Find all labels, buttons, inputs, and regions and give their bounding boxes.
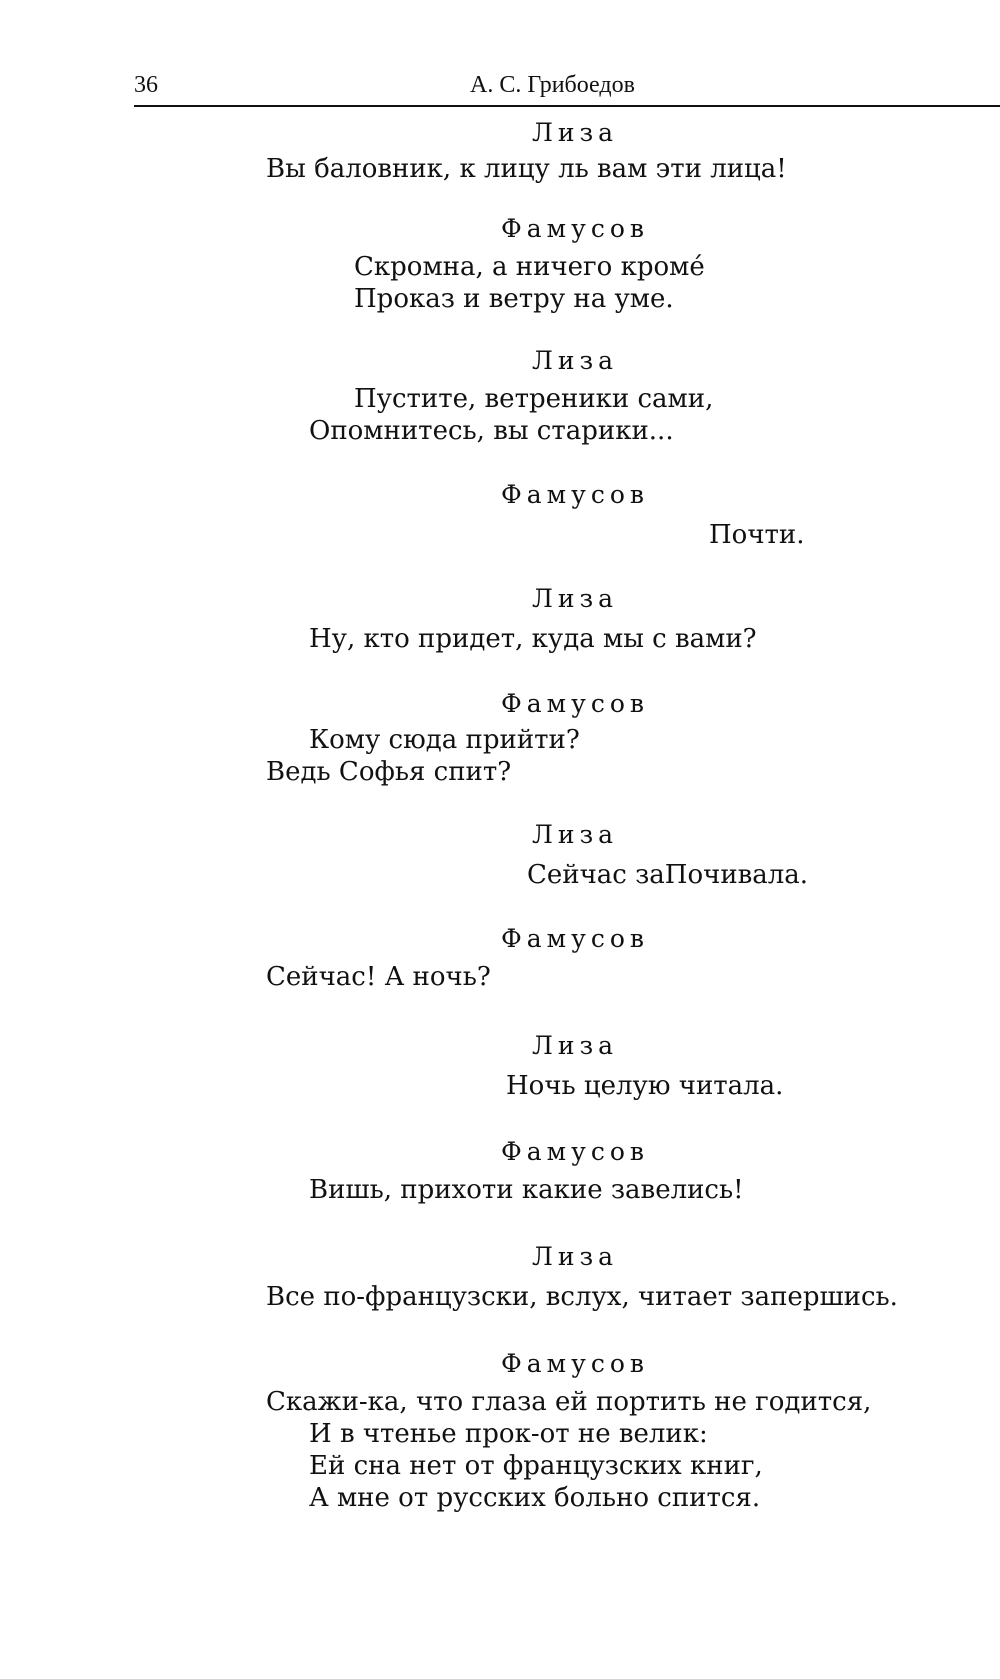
verse-line: И в чтенье прок-от не велик: [309,1419,708,1449]
speaker-name: Фамусов [501,689,649,718]
verse-line: Пустите, ветреники сами, [354,384,714,414]
verse-line: Ей сна нет от французских книг, [309,1451,763,1481]
speaker-name: Фамусов [501,1349,649,1378]
verse-line: Ведь Софья спит? [266,757,512,787]
verse-line: Сейчас! А ночь? [266,962,491,992]
running-title: А. С. Грибоедов [470,72,635,98]
speaker-name: Лиза [531,118,619,147]
verse-line: Почти. [709,520,805,550]
verse-line: Все по-французски, вслух, читает запершись. [266,1282,898,1312]
speaker-name: Фамусов [501,1137,649,1166]
speaker-name: Лиза [531,1031,619,1060]
speaker-name: Фамусов [501,480,649,509]
speaker-name: Лиза [531,346,619,375]
page-number: 36 [134,72,158,98]
verse-line: А мне от русских больно спится. [309,1483,761,1513]
verse-line: Проказ и ветру на уме. [354,284,674,314]
verse-line: Сейчас заПочивала. [527,860,809,890]
verse-line: Кому сюда прийти? [309,725,580,755]
speaker-name: Лиза [531,820,619,849]
verse-line: Скромна, а ничего кромé [354,252,705,282]
speaker-name: Лиза [531,1242,619,1271]
speaker-name: Фамусов [501,924,649,953]
verse-line: Вы баловник, к лицу ль вам эти лица! [266,154,787,184]
verse-line: Вишь, прихоти какие завелись! [309,1175,744,1205]
verse-line: Ночь целую читала. [506,1071,784,1101]
verse-line: Ну, кто придет, куда мы с вами? [309,624,757,654]
speaker-name: Лиза [531,584,619,613]
speaker-name: Фамусов [501,214,649,243]
verse-line: Опомнитесь, вы старики... [309,416,674,446]
verse-line: Скажи-ка, что глаза ей портить не годится, [266,1387,872,1417]
header-rule [134,105,1000,107]
